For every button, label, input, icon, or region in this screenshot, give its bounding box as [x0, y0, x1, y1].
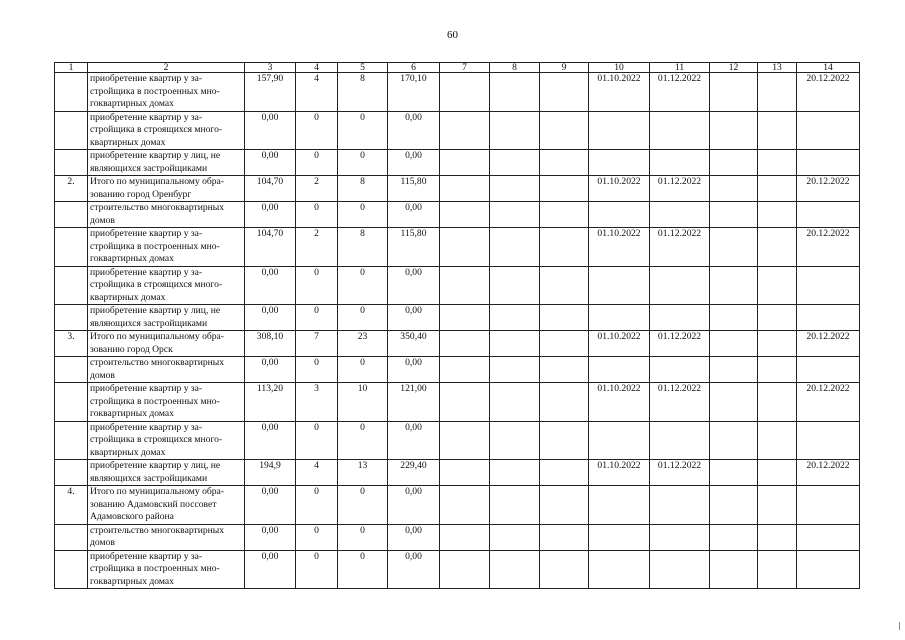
table-cell: [55, 305, 88, 331]
table-cell: [55, 421, 88, 460]
table-cell: 104,70: [245, 228, 296, 267]
table-cell: [55, 150, 88, 176]
data-table: [54, 62, 860, 589]
table-cell: [55, 228, 88, 267]
table-cell: 0,00: [388, 202, 440, 228]
row-label: приобретение квартир у за-стройщика в строящихся много-квартирных домах: [88, 421, 245, 460]
row-label: строительство многоквартирных домов: [88, 357, 245, 383]
table-cell: 01.12.2022: [650, 331, 710, 357]
table-cell: [589, 421, 650, 460]
table-cell: 7: [296, 331, 338, 357]
table-cell: 0,00: [245, 266, 296, 305]
header-row: [55, 63, 860, 73]
table-cell: 8: [338, 176, 388, 202]
table-cell: 2: [296, 176, 338, 202]
table-cell: 0: [338, 266, 388, 305]
table-cell: [650, 486, 710, 525]
table-cell: [710, 357, 758, 383]
table-cell: 01.10.2022: [589, 460, 650, 486]
table-cell: [650, 421, 710, 460]
col-header: 2: [88, 63, 245, 73]
table-cell: [758, 266, 797, 305]
table-cell: [758, 202, 797, 228]
table-cell: 121,00: [388, 383, 440, 422]
table-cell: [55, 524, 88, 550]
col-header: 1: [55, 63, 88, 73]
table-cell: 01.12.2022: [650, 176, 710, 202]
table-cell: [490, 111, 540, 150]
table-cell: [440, 176, 490, 202]
table-cell: 01.10.2022: [589, 383, 650, 422]
table-cell: [490, 176, 540, 202]
table-cell: [758, 228, 797, 267]
table-cell: 0,00: [388, 524, 440, 550]
table-cell: [710, 150, 758, 176]
table-row: [55, 486, 860, 525]
table-cell: [710, 305, 758, 331]
table-cell: [710, 266, 758, 305]
table-cell: 2: [296, 228, 338, 267]
table-cell: 115,80: [388, 176, 440, 202]
table-cell: 4: [296, 460, 338, 486]
table-row: [55, 228, 860, 267]
table-row: [55, 383, 860, 422]
table-cell: [589, 550, 650, 589]
table-cell: [650, 524, 710, 550]
table-cell: [710, 111, 758, 150]
table-cell: 20.12.2022: [797, 331, 860, 357]
table-cell: [540, 202, 589, 228]
col-header: 9: [540, 63, 589, 73]
table-cell: 01.12.2022: [650, 383, 710, 422]
table-cell: [440, 357, 490, 383]
table-cell: 01.12.2022: [650, 228, 710, 267]
row-label: приобретение квартир у за-стройщика в строящихся много-квартирных домах: [88, 266, 245, 305]
table-cell: 8: [338, 73, 388, 112]
table-cell: [490, 421, 540, 460]
table-cell: 0,00: [388, 550, 440, 589]
table-cell: [55, 357, 88, 383]
table-cell: 0: [296, 486, 338, 525]
table-cell: [490, 73, 540, 112]
table-cell: 0,00: [245, 524, 296, 550]
table-cell: 0: [338, 305, 388, 331]
table-cell: 115,80: [388, 228, 440, 267]
table-cell: [710, 421, 758, 460]
table-cell: 20.12.2022: [797, 383, 860, 422]
table-row: [55, 357, 860, 383]
col-header: 12: [710, 63, 758, 73]
table-cell: [710, 460, 758, 486]
table-cell: [490, 228, 540, 267]
table-cell: [758, 111, 797, 150]
page-number: 60: [447, 29, 458, 41]
table-cell: [540, 486, 589, 525]
table-cell: [440, 550, 490, 589]
table-cell: 01.12.2022: [650, 460, 710, 486]
table-cell: 194,9: [245, 460, 296, 486]
col-header: 6: [388, 63, 440, 73]
table-cell: 0: [296, 150, 338, 176]
row-label: приобретение квартир у за-стройщика в строящихся много-квартирных домах: [88, 111, 245, 150]
table-cell: [440, 421, 490, 460]
table-cell: [540, 73, 589, 112]
table-cell: 10: [338, 383, 388, 422]
table-row: [55, 266, 860, 305]
row-label: приобретение квартир у лиц, не являющихся застройщиками: [88, 150, 245, 176]
col-header: 13: [758, 63, 797, 73]
table-cell: 0,00: [245, 305, 296, 331]
table-cell: 0,00: [245, 550, 296, 589]
table-cell: [55, 266, 88, 305]
table-cell: 0: [338, 357, 388, 383]
table-cell: [710, 202, 758, 228]
table-cell: [490, 486, 540, 525]
table-cell: [55, 111, 88, 150]
col-header: 14: [797, 63, 860, 73]
table-cell: 20.12.2022: [797, 460, 860, 486]
table-cell: 01.10.2022: [589, 176, 650, 202]
table-cell: [540, 266, 589, 305]
table-cell: 229,40: [388, 460, 440, 486]
table-row: [55, 524, 860, 550]
table-row: [55, 202, 860, 228]
table-cell: 0: [338, 486, 388, 525]
table-cell: 3.: [55, 331, 88, 357]
row-label: Итого по муниципальному обра-зованию город Оренбург: [88, 176, 245, 202]
table-cell: [797, 486, 860, 525]
table-cell: 308,10: [245, 331, 296, 357]
table-cell: 0: [338, 202, 388, 228]
table-cell: [540, 150, 589, 176]
table-cell: [540, 176, 589, 202]
table-cell: 20.12.2022: [797, 176, 860, 202]
table-cell: 0: [338, 550, 388, 589]
row-label: приобретение квартир у за-стройщика в построенных мно-гоквартирных домах: [88, 550, 245, 589]
table-cell: [440, 202, 490, 228]
table-cell: [758, 550, 797, 589]
table-cell: [490, 524, 540, 550]
col-header: 11: [650, 63, 710, 73]
table-cell: [758, 150, 797, 176]
table-cell: [589, 266, 650, 305]
table-cell: [650, 111, 710, 150]
table-cell: [490, 305, 540, 331]
table-cell: 0,00: [245, 150, 296, 176]
col-header: 8: [490, 63, 540, 73]
table-cell: 20.12.2022: [797, 228, 860, 267]
table-row: [55, 550, 860, 589]
scan-edge-mark: [899, 622, 900, 630]
table-cell: 0: [296, 305, 338, 331]
table-cell: 0,00: [388, 305, 440, 331]
table-cell: [710, 550, 758, 589]
table-cell: 0: [338, 111, 388, 150]
table-cell: 0,00: [245, 111, 296, 150]
table-row: [55, 176, 860, 202]
table-cell: [440, 383, 490, 422]
table-cell: 4.: [55, 486, 88, 525]
table-cell: 0: [338, 150, 388, 176]
table-cell: [758, 486, 797, 525]
table-cell: 01.10.2022: [589, 228, 650, 267]
table-cell: 20.12.2022: [797, 73, 860, 112]
table-cell: [440, 331, 490, 357]
table-cell: [589, 357, 650, 383]
table-row: [55, 305, 860, 331]
table-cell: 0: [296, 421, 338, 460]
row-label: строительство многоквартирных домов: [88, 524, 245, 550]
table-cell: [650, 305, 710, 331]
table-row: [55, 421, 860, 460]
table-cell: [440, 486, 490, 525]
table-cell: 0,00: [388, 357, 440, 383]
row-label: Итого по муниципальному обра-зованию город Орск: [88, 331, 245, 357]
table-cell: [710, 176, 758, 202]
table-cell: 157,90: [245, 73, 296, 112]
table-cell: 104,70: [245, 176, 296, 202]
table-cell: 13: [338, 460, 388, 486]
table-cell: [490, 460, 540, 486]
table-cell: 113,20: [245, 383, 296, 422]
table-cell: [797, 150, 860, 176]
table-cell: [797, 357, 860, 383]
table-cell: [758, 421, 797, 460]
table-cell: [758, 357, 797, 383]
table-cell: [797, 202, 860, 228]
table-cell: [440, 73, 490, 112]
table-cell: [758, 73, 797, 112]
table-cell: [758, 176, 797, 202]
table-cell: [650, 266, 710, 305]
row-label: строительство многоквартирных домов: [88, 202, 245, 228]
table-row: [55, 73, 860, 112]
table-cell: [710, 486, 758, 525]
table-cell: 0,00: [388, 486, 440, 525]
table-cell: 0,00: [245, 357, 296, 383]
table-cell: [650, 550, 710, 589]
table-cell: [55, 73, 88, 112]
table-cell: [797, 524, 860, 550]
table-cell: 170,10: [388, 73, 440, 112]
table-cell: [650, 150, 710, 176]
table-cell: [797, 111, 860, 150]
table-cell: [55, 383, 88, 422]
table-cell: 0,00: [388, 421, 440, 460]
table-cell: [540, 357, 589, 383]
table-cell: [758, 383, 797, 422]
row-label: приобретение квартир у за-стройщика в построенных мно-гоквартирных домах: [88, 73, 245, 112]
table-cell: [797, 266, 860, 305]
table-cell: [440, 305, 490, 331]
table-cell: 0,00: [245, 486, 296, 525]
col-header: 10: [589, 63, 650, 73]
table-cell: [540, 421, 589, 460]
table-cell: [540, 111, 589, 150]
table-cell: [797, 305, 860, 331]
table-cell: [589, 486, 650, 525]
table-cell: 8: [338, 228, 388, 267]
row-label: Итого по муниципальному обра-зованию Адамовский поссовет Адамовского района: [88, 486, 245, 525]
table-cell: 0: [296, 524, 338, 550]
table-cell: [440, 111, 490, 150]
table-cell: 4: [296, 73, 338, 112]
row-label: приобретение квартир у лиц, не являющихся застройщиками: [88, 460, 245, 486]
table-cell: 01.10.2022: [589, 73, 650, 112]
col-header: 4: [296, 63, 338, 73]
table-cell: 350,40: [388, 331, 440, 357]
col-header: 3: [245, 63, 296, 73]
table-cell: 0,00: [388, 111, 440, 150]
table-cell: [540, 550, 589, 589]
table-cell: 0: [338, 524, 388, 550]
table-cell: [55, 202, 88, 228]
table-cell: [540, 524, 589, 550]
table-cell: [440, 150, 490, 176]
table-cell: [55, 550, 88, 589]
table-row: [55, 150, 860, 176]
table-cell: [490, 202, 540, 228]
table-cell: [440, 266, 490, 305]
table-cell: [758, 331, 797, 357]
table-cell: [490, 357, 540, 383]
col-header: 5: [338, 63, 388, 73]
table-cell: [589, 150, 650, 176]
table-cell: [490, 331, 540, 357]
table-cell: [490, 383, 540, 422]
table-cell: 0: [296, 266, 338, 305]
table-cell: 0,00: [245, 202, 296, 228]
table-cell: [710, 331, 758, 357]
table-cell: 01.10.2022: [589, 331, 650, 357]
table-cell: [540, 383, 589, 422]
table-cell: 01.12.2022: [650, 73, 710, 112]
table-cell: 2.: [55, 176, 88, 202]
table-cell: 0,00: [388, 150, 440, 176]
table-cell: [490, 550, 540, 589]
col-header: 7: [440, 63, 490, 73]
table-cell: [710, 524, 758, 550]
table-cell: [540, 331, 589, 357]
table-cell: [490, 266, 540, 305]
table-cell: [589, 202, 650, 228]
table-cell: [540, 460, 589, 486]
table-cell: 0,00: [388, 266, 440, 305]
table-cell: [710, 73, 758, 112]
row-label: приобретение квартир у лиц, не являющихся застройщиками: [88, 305, 245, 331]
table-cell: [540, 305, 589, 331]
table-cell: [540, 228, 589, 267]
table-row: [55, 460, 860, 486]
table-cell: 0: [296, 550, 338, 589]
table-cell: 0: [338, 421, 388, 460]
table-cell: [710, 383, 758, 422]
table-cell: [797, 550, 860, 589]
row-label: приобретение квартир у за-стройщика в построенных мно-гоквартирных домах: [88, 383, 245, 422]
table-cell: [589, 111, 650, 150]
table-cell: [55, 460, 88, 486]
table-cell: 0,00: [245, 421, 296, 460]
table-cell: [650, 202, 710, 228]
table-cell: [710, 228, 758, 267]
table-row: [55, 111, 860, 150]
table-cell: 3: [296, 383, 338, 422]
table-cell: [490, 150, 540, 176]
table-cell: [440, 228, 490, 267]
table-cell: [440, 460, 490, 486]
table-cell: 0: [296, 111, 338, 150]
table-cell: 0: [296, 357, 338, 383]
table-row: [55, 331, 860, 357]
table-cell: [589, 305, 650, 331]
table-cell: [758, 460, 797, 486]
row-label: приобретение квартир у за-стройщика в построенных мно-гоквартирных домах: [88, 228, 245, 267]
table-cell: [758, 524, 797, 550]
table-cell: [440, 524, 490, 550]
table-cell: [650, 357, 710, 383]
table-cell: [797, 421, 860, 460]
table-cell: 23: [338, 331, 388, 357]
table-cell: [589, 524, 650, 550]
table-cell: 0: [296, 202, 338, 228]
table-cell: [758, 305, 797, 331]
